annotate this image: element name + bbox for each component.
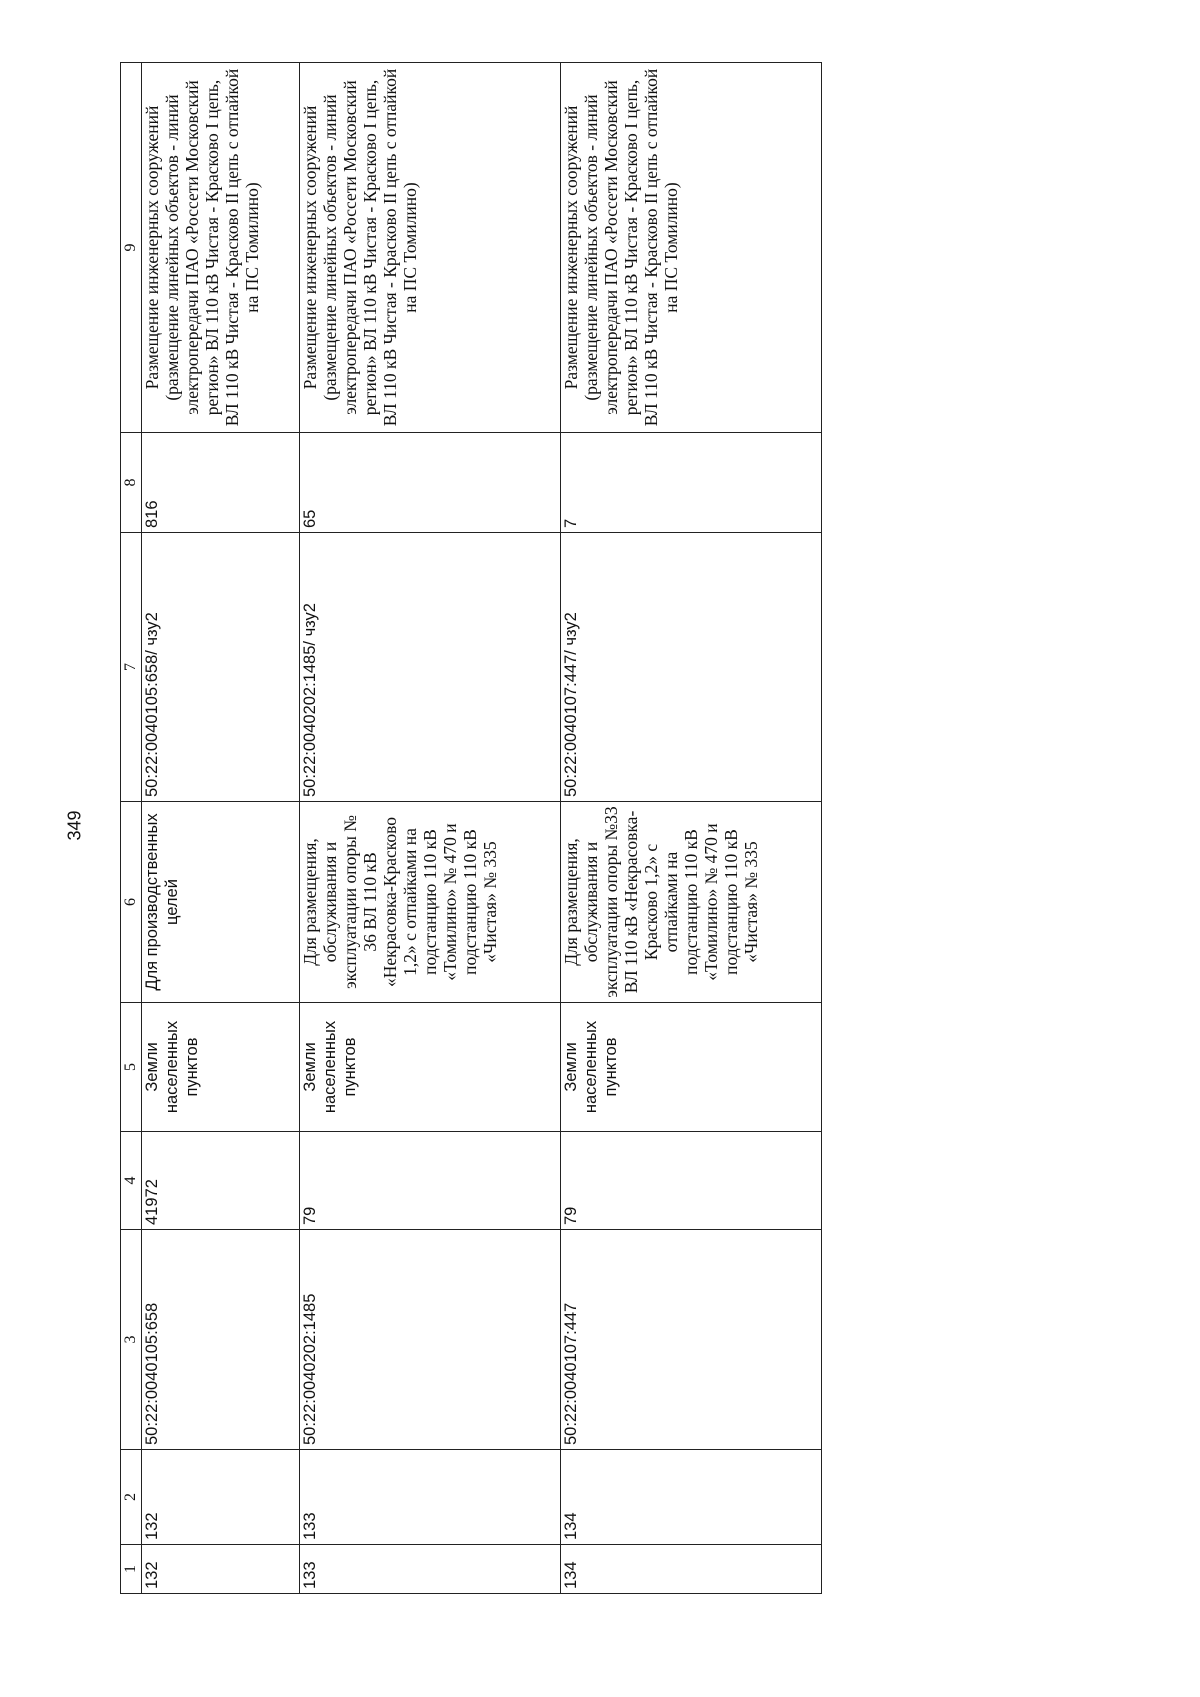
row-index: 133 xyxy=(300,1450,561,1545)
column-header: 7 xyxy=(121,533,142,802)
column-header: 5 xyxy=(121,1003,142,1132)
permitted-use xyxy=(561,802,822,1003)
part-number: 50:22:0040105:658/ чзу2 xyxy=(142,533,300,802)
part-number: 50:22:0040107:447/ чзу2 xyxy=(561,533,822,802)
column-header: 2 xyxy=(121,1450,142,1545)
column-header: 8 xyxy=(121,433,142,533)
permitted-use xyxy=(300,802,561,1003)
cadastral-number: 50:22:0040107:447 xyxy=(561,1230,822,1450)
column-header: 1 xyxy=(121,1545,142,1594)
area: 79 xyxy=(300,1132,561,1230)
row-index: 134 xyxy=(561,1450,822,1545)
area: 41972 xyxy=(142,1132,300,1230)
permitted-use-text: Для размещения, обслуживания и эксплуатации опоры №33 ВЛ 110 кВ «Некрасовка-Красково 1,2» с отпайками на подстанцию 110 кВ «Томилино» № 470 и подстанцию 110 кВ «Чистая» № 335 xyxy=(561,806,761,998)
cadastral-number: 50:22:0040105:658 xyxy=(142,1230,300,1450)
area: 79 xyxy=(561,1132,822,1230)
row-number: 133 xyxy=(300,1545,561,1594)
table-row xyxy=(300,63,561,1594)
land-category: Земли населенных пунктов xyxy=(300,1003,561,1132)
land-category: Земли населенных пунктов xyxy=(142,1003,300,1132)
column-number-row xyxy=(121,63,142,1594)
rotated-table-container xyxy=(120,63,821,1594)
land-plots-table xyxy=(120,62,822,1594)
column-header: 6 xyxy=(121,802,142,1003)
table-row xyxy=(142,63,300,1594)
page-number: 349 xyxy=(64,810,85,841)
purpose: Размещение инженерных сооружений (размещение линейных объектов - линий электропередачи ПАО «Россети Московский регион» ВЛ 110 кВ Чистая - Красково I цепь, ВЛ 110 кВ Чистая - Красково II цепь с отпайкой на ПС Томилино) xyxy=(561,63,822,433)
row-number: 134 xyxy=(561,1545,822,1594)
purpose: Размещение инженерных сооружений (размещение линейных объектов - линий электропередачи ПАО «Россети Московский регион» ВЛ 110 кВ Чистая - Красково I цепь, ВЛ 110 кВ Чистая - Красково II цепь с отпайкой на ПС Томилино) xyxy=(142,63,300,433)
column-header: 3 xyxy=(121,1230,142,1450)
row-index: 132 xyxy=(142,1450,300,1545)
part-number: 50:22:0040202:1485/ чзу2 xyxy=(300,533,561,802)
purpose: Размещение инженерных сооружений (размещение линейных объектов - линий электропередачи ПАО «Россети Московский регион» ВЛ 110 кВ Чистая - Красково I цепь, ВЛ 110 кВ Чистая - Красково II цепь с отпайкой на ПС Томилино) xyxy=(300,63,561,433)
land-category: Земли населенных пунктов xyxy=(561,1003,822,1132)
part-area: 65 xyxy=(300,433,561,533)
permitted-use: Для производственных целей xyxy=(142,802,300,1003)
column-header: 9 xyxy=(121,63,142,433)
row-number: 132 xyxy=(142,1545,300,1594)
cadastral-number: 50:22:0040202:1485 xyxy=(300,1230,561,1450)
permitted-use-text: Для размещения, обслуживания и эксплуатации опоры № 36 ВЛ 110 кВ «Некрасовка-Красково 1,2» с отпайками на подстанцию 110 кВ «Томилино» № 470 и подстанцию 110 кВ «Чистая» № 335 xyxy=(300,815,500,989)
table-row xyxy=(561,63,822,1594)
part-area: 816 xyxy=(142,433,300,533)
part-area: 7 xyxy=(561,433,822,533)
column-header: 4 xyxy=(121,1132,142,1230)
